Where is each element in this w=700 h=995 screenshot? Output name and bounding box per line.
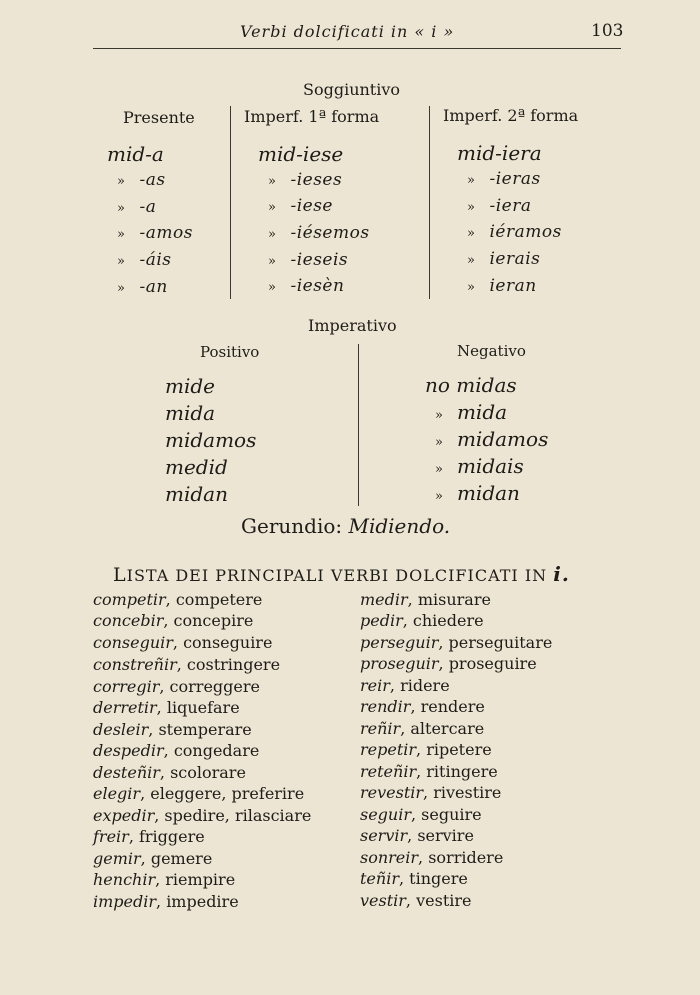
running-header-title: Verbi dolcificati in « i » bbox=[240, 22, 455, 41]
column-divider bbox=[429, 106, 430, 299]
verb-meaning: misurare bbox=[417, 590, 491, 609]
verb-list-item: medir, misurare bbox=[360, 590, 491, 609]
verb: desteñir bbox=[93, 763, 160, 782]
col-heading-imperfect-1: Imperf. 1ª forma bbox=[244, 107, 380, 126]
present-ending: » -an bbox=[117, 277, 168, 297]
verb-list-item: reir, ridere bbox=[360, 676, 450, 695]
imperfect-2-ending: » -ieras bbox=[467, 169, 541, 189]
verb: elegir bbox=[93, 784, 141, 803]
verb-list-item: concebir, concepire bbox=[93, 611, 254, 630]
verb-meaning: spedire, rilasciare bbox=[164, 806, 312, 825]
section-title-imperative: Imperativo bbox=[308, 316, 397, 335]
verb-meaning: seguire bbox=[421, 805, 482, 824]
verb-list-item: despedir, congedare bbox=[93, 741, 260, 760]
verb-list-item: desteñir, scolorare bbox=[93, 763, 246, 782]
verb: concebir bbox=[93, 611, 164, 630]
verb: derretir bbox=[93, 698, 157, 717]
verb: servir bbox=[360, 826, 408, 845]
verb: despedir bbox=[93, 741, 164, 760]
verb-meaning: concepire bbox=[173, 611, 254, 630]
ditto-mark: » bbox=[117, 254, 126, 269]
verb: reir bbox=[360, 676, 390, 695]
verb-list-item: sonreir, sorridere bbox=[360, 848, 504, 867]
verb-list-item: seguir, seguire bbox=[360, 805, 482, 824]
verb: rendir bbox=[360, 697, 411, 716]
verb: constreñir bbox=[93, 655, 177, 674]
imperfect-2-ending: » ierais bbox=[467, 249, 541, 269]
negative-form: » midan bbox=[435, 481, 520, 505]
verb-list-item: revestir, rivestire bbox=[360, 783, 502, 802]
col-heading-negative: Negativo bbox=[457, 342, 526, 360]
imperfect-1-ending: » -iésemos bbox=[268, 223, 370, 243]
verb-list-item: freir, friggere bbox=[93, 827, 205, 846]
verb: expedir bbox=[93, 806, 155, 825]
verb-meaning: congedare bbox=[173, 741, 260, 760]
verb-meaning: ripetere bbox=[426, 740, 492, 759]
present-ending: » -amos bbox=[117, 223, 193, 243]
imperfect-2-ending: » iéramos bbox=[467, 222, 562, 242]
list-heading-initial: L bbox=[113, 564, 127, 586]
page-number: 103 bbox=[591, 21, 624, 41]
gerund-label: Gerundio: bbox=[241, 514, 343, 538]
imperfect-2-ending: » -iera bbox=[467, 196, 532, 216]
verb-meaning: chiedere bbox=[412, 611, 484, 630]
ditto-mark: » bbox=[268, 227, 277, 242]
verb-meaning: costringere bbox=[186, 655, 281, 674]
verb: teñir bbox=[360, 869, 399, 888]
present-first-form: mid-a bbox=[107, 142, 164, 166]
ditto-mark: » bbox=[467, 280, 476, 295]
verb: corregir bbox=[93, 677, 160, 696]
positive-form: mida bbox=[165, 401, 216, 425]
ditto-mark: » bbox=[268, 280, 277, 295]
negative-form: » midamos bbox=[435, 427, 549, 451]
imperfect-1-ending: » -iesèn bbox=[268, 276, 345, 296]
verb-meaning: stemperare bbox=[158, 720, 252, 739]
verb: proseguir bbox=[360, 654, 439, 673]
verb: sonreir bbox=[360, 848, 419, 867]
verb: competir bbox=[93, 590, 166, 609]
verb-meaning: gemere bbox=[150, 849, 213, 868]
verb: reñir bbox=[360, 719, 401, 738]
positive-form: midamos bbox=[165, 428, 257, 452]
verb: seguir bbox=[360, 805, 411, 824]
verb-meaning: perseguitare bbox=[448, 633, 553, 652]
positive-form: midan bbox=[165, 482, 228, 506]
verb: reteñir bbox=[360, 762, 417, 781]
verb-meaning: proseguire bbox=[448, 654, 537, 673]
verb: revestir bbox=[360, 783, 424, 802]
list-heading-text: ISTA DEI PRINCIPALI VERBI DOLCIFICATI IN bbox=[126, 566, 548, 585]
ditto-mark: » bbox=[117, 201, 126, 216]
positive-form: medid bbox=[165, 455, 228, 479]
ditto-mark: » bbox=[435, 435, 443, 450]
present-ending: » -áis bbox=[117, 250, 172, 270]
verb: conseguir bbox=[93, 633, 173, 652]
verb-meaning: friggere bbox=[138, 827, 205, 846]
verb: repetir bbox=[360, 740, 417, 759]
verb: pedir bbox=[360, 611, 403, 630]
header-rule bbox=[93, 48, 621, 49]
section-title-subjunctive: Soggiuntivo bbox=[303, 80, 401, 99]
verb-list-item: conseguir, conseguire bbox=[93, 633, 273, 652]
ditto-mark: » bbox=[117, 281, 126, 296]
col-heading-imperfect-2: Imperf. 2ª forma bbox=[443, 106, 579, 125]
col-heading-present: Presente bbox=[123, 108, 195, 127]
verb: gemir bbox=[93, 849, 141, 868]
imperfect-1-ending: » -ieses bbox=[268, 170, 343, 190]
verb-meaning: rendere bbox=[420, 697, 485, 716]
ditto-mark: » bbox=[467, 200, 476, 215]
verb-list-item: rendir, rendere bbox=[360, 697, 485, 716]
verb-meaning: altercare bbox=[410, 719, 485, 738]
ditto-mark: » bbox=[435, 489, 443, 504]
verb-meaning: competere bbox=[175, 590, 263, 609]
ditto-mark: » bbox=[268, 200, 277, 215]
list-heading bbox=[113, 562, 570, 586]
ditto-mark: » bbox=[268, 174, 277, 189]
verb-list-item: servir, servire bbox=[360, 826, 474, 845]
negative-form: » mida bbox=[435, 400, 508, 424]
column-divider bbox=[230, 106, 231, 299]
ditto-mark: » bbox=[435, 408, 443, 423]
verb-meaning: ritingere bbox=[426, 762, 498, 781]
present-ending: » -a bbox=[117, 197, 157, 217]
imperfect-2-first-form: mid-iera bbox=[457, 141, 542, 165]
ditto-mark: » bbox=[117, 174, 126, 189]
verb-list-item: proseguir, proseguire bbox=[360, 654, 537, 673]
gerund-line bbox=[241, 514, 450, 538]
verb: impedir bbox=[93, 892, 157, 911]
verb-list-item: desleir, stemperare bbox=[93, 720, 252, 739]
verb-list-item: henchir, riempire bbox=[93, 870, 236, 889]
verb-meaning: servire bbox=[417, 826, 474, 845]
verb-meaning: riempire bbox=[165, 870, 236, 889]
verb-meaning: liquefare bbox=[166, 698, 240, 717]
imperfect-1-ending: » -ieseis bbox=[268, 250, 349, 270]
verb-list-item: reteñir, ritingere bbox=[360, 762, 498, 781]
verb-list-item: constreñir, costringere bbox=[93, 655, 281, 674]
verb: henchir bbox=[93, 870, 156, 889]
column-divider bbox=[358, 344, 359, 506]
ditto-mark: » bbox=[467, 226, 476, 241]
imperfect-1-first-form: mid-iese bbox=[258, 142, 344, 166]
present-ending: » -as bbox=[117, 170, 166, 190]
ditto-mark: » bbox=[467, 253, 476, 268]
col-heading-positive: Positivo bbox=[200, 343, 260, 361]
imperfect-2-ending: » ieran bbox=[467, 276, 537, 296]
verb-meaning: vestire bbox=[416, 891, 472, 910]
verb-list-item: pedir, chiedere bbox=[360, 611, 484, 630]
imperfect-1-ending: » -iese bbox=[268, 196, 333, 216]
verb: freir bbox=[93, 827, 129, 846]
verb-meaning: impedire bbox=[166, 892, 239, 911]
verb-list-item: derretir, liquefare bbox=[93, 698, 240, 717]
verb: vestir bbox=[360, 891, 406, 910]
verb-list-item: reñir, altercare bbox=[360, 719, 485, 738]
verb-list-item: gemir, gemere bbox=[93, 849, 213, 868]
gerund-value: Midiendo. bbox=[348, 514, 451, 538]
list-heading-letter: i. bbox=[553, 562, 570, 586]
verb-meaning: sorridere bbox=[428, 848, 504, 867]
verb: perseguir bbox=[360, 633, 439, 652]
verb-meaning: correggere bbox=[169, 677, 260, 696]
verb-meaning: ridere bbox=[400, 676, 450, 695]
ditto-mark: » bbox=[435, 462, 443, 477]
verb-meaning: conseguire bbox=[183, 633, 273, 652]
positive-form: mide bbox=[165, 374, 215, 398]
verb-list-item: perseguir, perseguitare bbox=[360, 633, 553, 652]
verb-meaning: rivestire bbox=[433, 783, 502, 802]
verb: medir bbox=[360, 590, 408, 609]
verb-list-item: vestir, vestire bbox=[360, 891, 472, 910]
verb-list-item: impedir, impedire bbox=[93, 892, 239, 911]
verb-list-item: expedir, spedire, rilasciare bbox=[93, 806, 312, 825]
verb-list-item: corregir, correggere bbox=[93, 677, 260, 696]
verb-list-item: competir, competere bbox=[93, 590, 263, 609]
verb-meaning: tingere bbox=[409, 869, 468, 888]
ditto-mark: » bbox=[117, 227, 126, 242]
ditto-mark: » bbox=[268, 254, 277, 269]
verb-meaning: scolorare bbox=[170, 763, 246, 782]
verb: desleir bbox=[93, 720, 149, 739]
verb-list-item: repetir, ripetere bbox=[360, 740, 492, 759]
verb-list-item: teñir, tingere bbox=[360, 869, 468, 888]
ditto-mark: » bbox=[467, 173, 476, 188]
verb-list-item: elegir, eleggere, preferire bbox=[93, 784, 305, 803]
negative-form: » midais bbox=[435, 454, 524, 478]
negative-form: no midas bbox=[425, 373, 517, 397]
verb-meaning: eleggere, preferire bbox=[150, 784, 305, 803]
